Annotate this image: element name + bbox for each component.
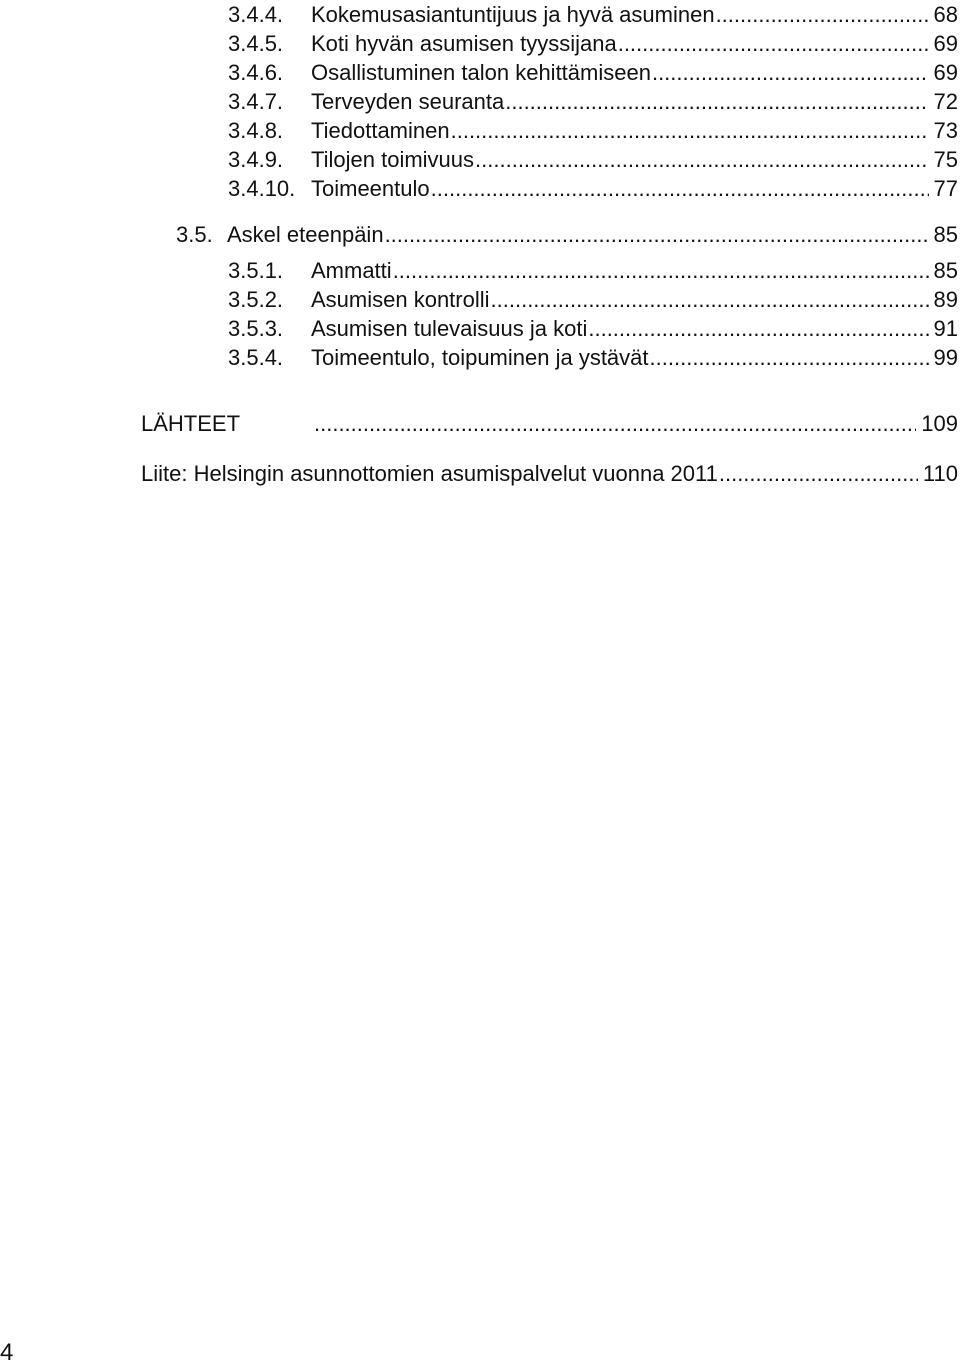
toc-page: 69 — [933, 60, 958, 85]
toc-page: 72 — [933, 89, 958, 114]
toc-page: 109 — [921, 411, 958, 436]
toc-title: Kokemusasiantuntijuus ja hyvä asuminen — [311, 2, 715, 27]
toc-title: Toimeentulo, toipuminen ja ystävät — [311, 345, 649, 370]
toc-entry — [228, 116, 958, 146]
toc-leader — [314, 409, 916, 439]
toc-number: LÄHTEET — [141, 411, 241, 436]
toc-title: Osallistuminen talon kehittämiseen — [311, 60, 651, 85]
toc-entry — [228, 0, 958, 30]
page-number: 4 — [0, 1339, 14, 1366]
toc-leader — [719, 459, 918, 489]
toc-title: Asumisen kontrolli — [311, 287, 490, 312]
toc-page: 99 — [933, 345, 958, 370]
toc-number: 3.4.5. — [228, 31, 284, 56]
toc-leader — [385, 220, 929, 250]
toc-title: Ammatti — [311, 258, 392, 283]
toc-entry — [228, 314, 958, 344]
toc-number: 3.4.8. — [228, 118, 284, 143]
toc-page: 85 — [933, 222, 958, 247]
toc-leader — [505, 87, 928, 117]
toc-number: 3.5.1. — [228, 258, 284, 283]
toc-number: 3.4.6. — [228, 60, 284, 85]
toc-title: Asumisen tulevaisuus ja koti — [311, 316, 588, 341]
toc-title: Tiedottaminen — [311, 118, 450, 143]
toc-leader — [716, 0, 929, 30]
toc-leader — [451, 116, 929, 146]
toc-number: 3.5.4. — [228, 345, 284, 370]
toc-number: 3.4.9. — [228, 147, 284, 172]
toc-entry — [228, 87, 958, 117]
toc-title: Koti hyvän asumisen tyyssijana — [311, 31, 617, 56]
toc-number: 3.4.10. — [228, 176, 296, 201]
toc-page: 110 — [922, 461, 958, 486]
toc-entry — [228, 145, 958, 175]
toc-title: Liite: Helsingin asunnottomien asumispalvelut vuonna 2011 — [141, 461, 718, 486]
toc-leader — [618, 29, 929, 59]
toc-entry — [228, 174, 958, 204]
toc-page: 73 — [933, 118, 958, 143]
toc-entry — [228, 256, 958, 286]
toc-entry-references — [141, 409, 958, 439]
toc-leader — [491, 285, 929, 315]
toc-number: 3.5.3. — [228, 316, 284, 341]
toc-number: 3.5. — [176, 222, 213, 247]
toc-number: 3.4.4. — [228, 2, 284, 27]
toc-entry — [228, 58, 958, 88]
toc-entry — [176, 220, 958, 250]
toc-page: 69 — [933, 31, 958, 56]
toc-page: 85 — [933, 258, 958, 283]
toc-entry — [228, 285, 958, 315]
toc-title: Askel eteenpäin — [227, 222, 384, 247]
toc-title: Tilojen toimivuus — [311, 147, 475, 172]
toc-number: 3.5.2. — [228, 287, 284, 312]
toc-leader — [393, 256, 929, 286]
toc-title: Terveyden seuranta — [311, 89, 505, 114]
toc-entry — [228, 343, 958, 373]
toc-title: Toimeentulo — [311, 176, 430, 201]
toc-page: 68 — [933, 2, 958, 27]
toc-leader — [431, 174, 929, 204]
toc-page: 89 — [933, 287, 958, 312]
toc-page: 77 — [933, 176, 958, 201]
toc-entry-appendix — [141, 459, 958, 489]
toc-entry — [228, 29, 958, 59]
toc-number: 3.4.7. — [228, 89, 284, 114]
toc-leader — [652, 58, 929, 88]
toc-leader — [650, 343, 929, 373]
toc-page: 75 — [933, 147, 958, 172]
toc-leader — [588, 314, 928, 344]
toc-page: 91 — [933, 316, 958, 341]
toc-leader — [475, 145, 928, 175]
